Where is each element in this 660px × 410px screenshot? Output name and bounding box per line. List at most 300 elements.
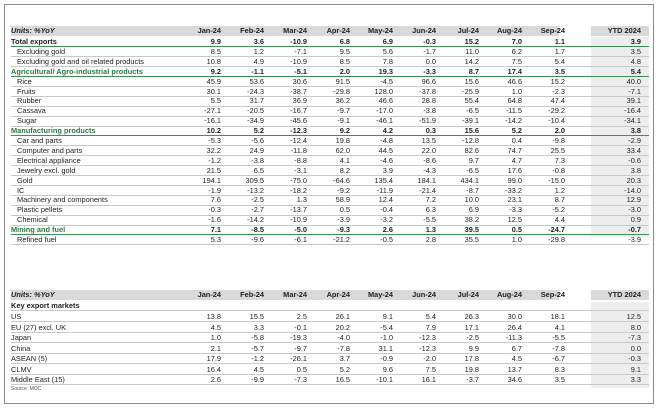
value-cell: 184.1 <box>417 175 436 185</box>
value-cell: 4.5 <box>210 322 221 332</box>
value-cell: 31.7 <box>249 96 264 106</box>
value-cell: 10.0 <box>464 195 479 205</box>
value-cell: -29.8 <box>333 86 350 96</box>
table-row <box>11 225 649 235</box>
value-cell: -3.8 <box>423 106 436 116</box>
value-cell: -2.5 <box>466 333 479 342</box>
value-cell: 4.7 <box>511 155 522 165</box>
value-cell: -10.1 <box>376 375 393 384</box>
value-cell: -37.8 <box>419 86 436 96</box>
ytd-cell: 4.8 <box>630 56 641 66</box>
col-header-ytd: YTD 2024 <box>607 290 641 299</box>
value-cell: 62.0 <box>335 145 350 155</box>
value-cell: 194.1 <box>202 175 221 185</box>
value-cell: -4.6 <box>380 155 393 165</box>
value-cell: 34.6 <box>507 375 522 384</box>
value-cell: 9.2 <box>210 66 221 76</box>
value-cell: -8.8 <box>294 155 307 165</box>
value-cell: -75.0 <box>290 175 307 185</box>
col-header-jul: Jul-24 <box>457 290 479 299</box>
value-cell: 0.5 <box>296 364 307 374</box>
value-cell: -12.3 <box>419 333 436 342</box>
ytd-cell: -0.7 <box>628 225 641 235</box>
row-label: Rubber <box>17 96 42 106</box>
table-row <box>11 215 649 225</box>
value-cell: -46.1 <box>376 116 393 126</box>
value-cell: -26.1 <box>290 354 307 363</box>
value-cell: -8.6 <box>423 155 436 165</box>
value-cell: -3.3 <box>509 205 522 215</box>
value-cell: 2.5 <box>296 312 307 321</box>
value-cell: -12.4 <box>290 136 307 145</box>
value-cell: 5.6 <box>382 46 393 56</box>
table-row <box>11 106 649 116</box>
value-cell: 58.9 <box>335 195 350 205</box>
table-row <box>11 195 649 205</box>
value-cell: 21.5 <box>206 165 221 175</box>
value-cell: 25.5 <box>550 145 565 155</box>
value-cell: -14.2 <box>505 116 522 126</box>
col-header-ytd: YTD 2024 <box>607 26 641 35</box>
table-row <box>11 146 649 156</box>
value-cell: 5.2 <box>339 364 350 374</box>
value-cell: 18.1 <box>550 312 565 321</box>
value-cell: 36.9 <box>292 96 307 106</box>
value-cell: -24.7 <box>548 225 565 235</box>
value-cell: 36.2 <box>335 96 350 106</box>
value-cell: 20.2 <box>335 322 350 332</box>
row-label: Sugar <box>17 116 37 126</box>
value-cell: 0.3 <box>425 126 436 136</box>
ytd-cell: -7.1 <box>628 86 641 96</box>
value-cell: 17.8 <box>464 354 479 363</box>
value-cell: 3.9 <box>382 165 393 175</box>
value-cell: 9.1 <box>382 312 393 321</box>
table-row <box>11 205 649 215</box>
ytd-cell: -16.4 <box>624 106 641 116</box>
value-cell: -9.2 <box>337 185 350 195</box>
value-cell: 1.0 <box>210 333 221 342</box>
value-cell: -16.7 <box>290 106 307 116</box>
value-cell: 0.4 <box>511 136 522 145</box>
value-cell: -38.7 <box>290 86 307 96</box>
row-label: Rice <box>17 76 32 86</box>
row-label: Manufacturing products <box>11 126 96 136</box>
value-cell: 7.9 <box>425 322 436 332</box>
col-header-apr: Apr-24 <box>326 26 350 35</box>
value-cell: -9.9 <box>251 375 264 384</box>
ytd-cell: 40.0 <box>626 76 641 86</box>
section-row <box>11 301 649 311</box>
col-header-jan: Jan-24 <box>197 290 221 299</box>
table-row <box>11 136 649 146</box>
value-cell: -64.6 <box>333 175 350 185</box>
table-row <box>11 37 649 47</box>
value-cell: 23.1 <box>507 195 522 205</box>
value-cell: 30.0 <box>507 312 522 321</box>
ytd-cell: -14.0 <box>624 185 641 195</box>
value-cell: 3.7 <box>339 354 350 363</box>
row-label: Computer and parts <box>17 145 83 155</box>
ytd-cell: -2.9 <box>628 136 641 145</box>
row-label: ASEAN (5) <box>11 354 48 363</box>
market-row <box>11 375 649 385</box>
value-cell: 24.9 <box>249 145 264 155</box>
value-cell: -6.5 <box>466 165 479 175</box>
value-cell: -29.2 <box>548 106 565 116</box>
value-cell: -7.8 <box>552 343 565 353</box>
ytd-cell: -0.3 <box>628 354 641 363</box>
value-cell: 3.3 <box>253 322 264 332</box>
value-cell: 1.3 <box>425 225 436 235</box>
value-cell: -14.2 <box>247 215 264 225</box>
value-cell: -18.2 <box>290 185 307 195</box>
value-cell: -0.4 <box>380 205 393 215</box>
value-cell: 28.8 <box>421 96 436 106</box>
value-cell: -21.4 <box>419 185 436 195</box>
value-cell: 4.9 <box>253 56 264 66</box>
value-cell: 6.7 <box>511 343 522 353</box>
value-cell: -5.0 <box>294 225 307 235</box>
value-cell: 8.7 <box>468 66 479 76</box>
value-cell: 7.0 <box>511 37 522 46</box>
ytd-cell: 3.8 <box>630 165 641 175</box>
col-header-jun: Jun-24 <box>412 26 436 35</box>
value-cell: 9.2 <box>339 126 350 136</box>
value-cell: -3.3 <box>423 66 436 76</box>
value-cell: -9.7 <box>337 106 350 116</box>
value-cell: 135.4 <box>374 175 393 185</box>
value-cell: 0.0 <box>425 56 436 66</box>
value-cell: -34.9 <box>247 116 264 126</box>
value-cell: -7.3 <box>294 375 307 384</box>
value-cell: 30.1 <box>206 86 221 96</box>
screenshot-frame <box>4 4 654 404</box>
col-header-jun: Jun-24 <box>412 290 436 299</box>
source-note: Source: MOC <box>11 386 42 392</box>
value-cell: -16.1 <box>204 116 221 126</box>
value-cell: 64.8 <box>507 96 522 106</box>
value-cell: -1.7 <box>423 46 436 56</box>
value-cell: 4.2 <box>382 126 393 136</box>
value-cell: 15.2 <box>464 37 479 46</box>
ytd-cell: 3.3 <box>630 375 641 384</box>
value-cell: -6.5 <box>466 106 479 116</box>
row-label: Agricultural/ Agro-industrial products <box>11 66 143 76</box>
value-cell: 13.7 <box>507 364 522 374</box>
ytd-cell: 3.9 <box>630 37 641 46</box>
row-label: Total exports <box>11 37 57 46</box>
value-cell: -0.3 <box>423 37 436 46</box>
table-row <box>11 116 649 126</box>
row-label: Chemical <box>17 215 48 225</box>
value-cell: 47.4 <box>550 96 565 106</box>
value-cell: 8.2 <box>339 165 350 175</box>
value-cell: 82.6 <box>464 145 479 155</box>
value-cell: -1.2 <box>208 155 221 165</box>
value-cell: -1.0 <box>380 333 393 342</box>
value-cell: -8.5 <box>251 225 264 235</box>
value-cell: 6.9 <box>382 37 393 46</box>
value-cell: 26.1 <box>335 312 350 321</box>
value-cell: -17.0 <box>376 106 393 116</box>
table-row <box>11 126 649 136</box>
row-label: EU (27) excl. UK <box>11 322 67 332</box>
value-cell: 6.2 <box>511 46 522 56</box>
col-header-mar: Mar-24 <box>283 26 307 35</box>
value-cell: 1.3 <box>296 195 307 205</box>
value-cell: -1.6 <box>208 215 221 225</box>
row-label: Electrical appliance <box>17 155 81 165</box>
col-header-aug: Aug-24 <box>496 26 522 35</box>
row-label: Cassava <box>17 106 46 116</box>
value-cell: 38.2 <box>464 215 479 225</box>
value-cell: -0.8 <box>552 165 565 175</box>
value-cell: -1.2 <box>251 354 264 363</box>
value-cell: 15.6 <box>464 76 479 86</box>
ytd-cell: 3.5 <box>630 46 641 56</box>
value-cell: -3.7 <box>466 375 479 384</box>
value-cell: 30.6 <box>292 76 307 86</box>
value-cell: 19.8 <box>464 364 479 374</box>
value-cell: -5.8 <box>251 333 264 342</box>
ytd-cell: -3.0 <box>628 205 641 215</box>
value-cell: 1.0 <box>511 86 522 96</box>
table-row <box>11 235 649 245</box>
value-cell: -4.8 <box>380 136 393 145</box>
value-cell: 2.6 <box>210 375 221 384</box>
value-cell: -27.1 <box>204 106 221 116</box>
value-cell: -8.7 <box>466 185 479 195</box>
value-cell: 5.2 <box>511 126 522 136</box>
value-cell: 3.6 <box>253 37 264 46</box>
value-cell: -4.3 <box>423 165 436 175</box>
col-header-may: May-24 <box>367 290 393 299</box>
header-row <box>11 26 649 35</box>
value-cell: 17.4 <box>507 66 522 76</box>
col-header-feb: Feb-24 <box>240 290 264 299</box>
value-cell: 434.1 <box>460 175 479 185</box>
value-cell: 8.3 <box>554 364 565 374</box>
row-label: Excluding gold and oil related products <box>17 56 144 66</box>
value-cell: 17.1 <box>464 322 479 332</box>
value-cell: 96.6 <box>421 76 436 86</box>
row-label: Japan <box>11 333 32 342</box>
value-cell: 4.1 <box>339 155 350 165</box>
col-header-may: May-24 <box>367 26 393 35</box>
value-cell: -2.3 <box>552 86 565 96</box>
value-cell: -4.5 <box>380 76 393 86</box>
market-row <box>11 344 649 354</box>
table-row <box>11 47 649 57</box>
table-row <box>11 156 649 166</box>
value-cell: -11.3 <box>505 333 522 342</box>
value-cell: 1.2 <box>554 185 565 195</box>
value-cell: 14.2 <box>464 56 479 66</box>
value-cell: -39.1 <box>462 116 479 126</box>
value-cell: -11.5 <box>505 106 522 116</box>
value-cell: -5.3 <box>208 136 221 145</box>
value-cell: 9.5 <box>339 46 350 56</box>
value-cell: 17.6 <box>507 165 522 175</box>
value-cell: 22.0 <box>421 145 436 155</box>
value-cell: 7.2 <box>425 195 436 205</box>
value-cell: -5.2 <box>552 205 565 215</box>
market-row <box>11 323 649 333</box>
value-cell: 12.5 <box>507 215 522 225</box>
value-cell: 45.9 <box>206 76 221 86</box>
ytd-cell: 9.1 <box>630 364 641 374</box>
value-cell: 26.3 <box>464 312 479 321</box>
ytd-cell: 12.9 <box>626 195 641 205</box>
table-row <box>11 176 649 186</box>
value-cell: 10.8 <box>206 56 221 66</box>
value-cell: 17.9 <box>206 354 221 363</box>
col-header-mar: Mar-24 <box>283 290 307 299</box>
value-cell: -13.7 <box>290 205 307 215</box>
ytd-cell: -0.6 <box>628 155 641 165</box>
value-cell: 5.3 <box>210 235 221 244</box>
value-cell: 53.6 <box>249 76 264 86</box>
value-cell: -15.0 <box>548 175 565 185</box>
value-cell: -4.0 <box>337 333 350 342</box>
col-header-apr: Apr-24 <box>326 290 350 299</box>
value-cell: -2.7 <box>251 205 264 215</box>
value-cell: 2.8 <box>425 235 436 244</box>
value-cell: -13.2 <box>247 185 264 195</box>
value-cell: 9.7 <box>468 155 479 165</box>
value-cell: 4.1 <box>554 322 565 332</box>
value-cell: 15.2 <box>550 76 565 86</box>
value-cell: -9.6 <box>251 235 264 244</box>
value-cell: 7.1 <box>210 225 221 235</box>
value-cell: -20.5 <box>247 106 264 116</box>
value-cell: 3.5 <box>554 375 565 384</box>
value-cell: 309.5 <box>245 175 264 185</box>
value-cell: 19.3 <box>378 66 393 76</box>
value-cell: -10.4 <box>548 116 565 126</box>
row-label: Refined fuel <box>17 235 57 244</box>
value-cell: 4.5 <box>511 354 522 363</box>
value-cell: 35.5 <box>464 235 479 244</box>
value-cell: 0.5 <box>511 225 522 235</box>
value-cell: 1.7 <box>554 46 565 56</box>
table-row <box>11 166 649 176</box>
value-cell: -51.9 <box>419 116 436 126</box>
ytd-cell: -7.3 <box>628 333 641 342</box>
table-row <box>11 77 649 87</box>
value-cell: 7.6 <box>210 195 221 205</box>
ytd-cell: 33.4 <box>626 145 641 155</box>
value-cell: -5.7 <box>251 343 264 353</box>
value-cell: 7.5 <box>425 364 436 374</box>
value-cell: -29.8 <box>548 235 565 244</box>
units-label: Units: %YoY <box>11 290 55 299</box>
market-row <box>11 354 649 364</box>
row-label: Mining and fuel <box>11 225 66 235</box>
value-cell: -10.9 <box>290 37 307 46</box>
value-cell: -10.9 <box>290 215 307 225</box>
value-cell: -12.3 <box>290 126 307 136</box>
value-cell: 15.6 <box>464 126 479 136</box>
col-header-jul: Jul-24 <box>457 26 479 35</box>
value-cell: -11.8 <box>290 145 307 155</box>
value-cell: 26.4 <box>507 322 522 332</box>
value-cell: -5.5 <box>423 215 436 225</box>
value-cell: -6.1 <box>294 235 307 244</box>
row-label: China <box>11 343 31 353</box>
value-cell: 6.9 <box>468 205 479 215</box>
value-cell: 16.5 <box>335 375 350 384</box>
value-cell: 5.5 <box>210 96 221 106</box>
value-cell: 8.7 <box>554 195 565 205</box>
value-cell: 7.3 <box>554 155 565 165</box>
table-row <box>11 96 649 106</box>
units-label: Units: %YoY <box>11 26 55 35</box>
value-cell: 99.0 <box>507 175 522 185</box>
value-cell: 44.5 <box>378 145 393 155</box>
table-row <box>11 186 649 196</box>
value-cell: -5.6 <box>251 136 264 145</box>
value-cell: -0.9 <box>380 354 393 363</box>
value-cell: 2.0 <box>554 126 565 136</box>
value-cell: 32.2 <box>206 145 221 155</box>
value-cell: 1.2 <box>253 46 264 56</box>
row-label: US <box>11 312 22 321</box>
value-cell: 6.3 <box>425 205 436 215</box>
value-cell: 1.1 <box>554 37 565 46</box>
col-header-feb: Feb-24 <box>240 26 264 35</box>
value-cell: -3.8 <box>251 155 264 165</box>
value-cell: -7.1 <box>294 46 307 56</box>
table-row <box>11 67 649 77</box>
value-cell: 46.6 <box>378 96 393 106</box>
row-label: Plastic pellets <box>17 205 63 215</box>
ytd-cell: 39.1 <box>626 96 641 106</box>
market-row <box>11 365 649 375</box>
value-cell: -0.1 <box>294 322 307 332</box>
ytd-cell: 0.9 <box>630 215 641 225</box>
value-cell: -25.9 <box>462 86 479 96</box>
value-cell: 39.5 <box>464 225 479 235</box>
value-cell: -3.1 <box>294 165 307 175</box>
col-header-sep: Sep-24 <box>540 26 565 35</box>
value-cell: 31.1 <box>378 343 393 353</box>
value-cell: -9.7 <box>294 343 307 353</box>
ytd-cell: 5.4 <box>630 66 641 76</box>
value-cell: -45.6 <box>290 116 307 126</box>
value-cell: -3.9 <box>337 215 350 225</box>
ytd-cell: 20.3 <box>626 175 641 185</box>
value-cell: -10.9 <box>290 56 307 66</box>
ytd-cell: 0.0 <box>630 343 641 353</box>
row-label: CLMV <box>11 364 32 374</box>
market-row <box>11 312 649 322</box>
market-row <box>11 333 649 343</box>
value-cell: -2.0 <box>423 354 436 363</box>
value-cell: 1.0 <box>511 235 522 244</box>
value-cell: 6.8 <box>339 37 350 46</box>
value-cell: 3.5 <box>554 66 565 76</box>
value-cell: 15.5 <box>249 312 264 321</box>
table-row <box>11 87 649 97</box>
ytd-cell: 8.0 <box>630 322 641 332</box>
row-label: Excluding gold <box>17 46 66 56</box>
row-label: IC <box>17 185 25 195</box>
col-header-aug: Aug-24 <box>496 290 522 299</box>
value-cell: 10.2 <box>206 126 221 136</box>
row-label: Car and parts <box>17 136 62 145</box>
